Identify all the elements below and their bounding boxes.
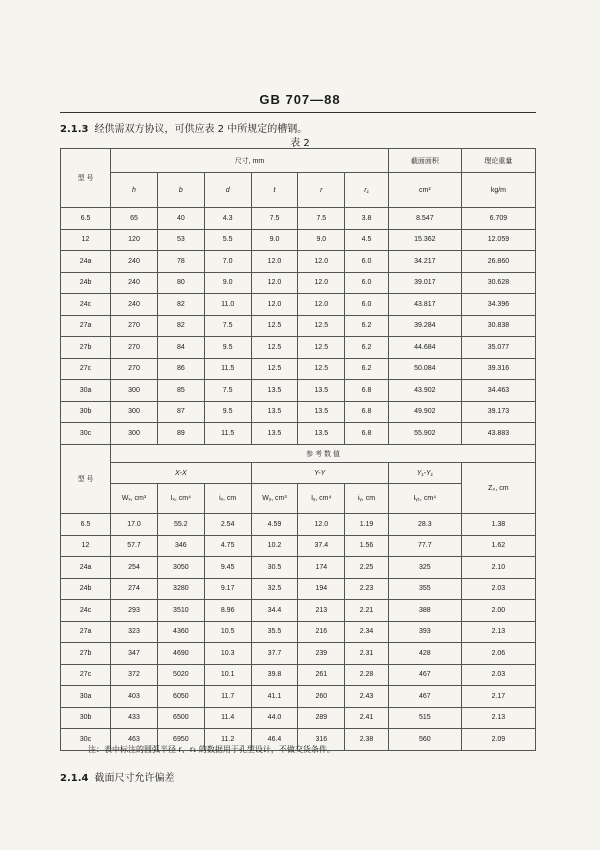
value-cell: 57.7 [111,535,158,557]
value-cell: 53 [157,229,204,251]
section-2-1-3 [60,120,307,135]
reference-values-table [60,444,536,751]
section-2-1-4 [60,769,174,784]
value-cell: 4360 [157,621,204,643]
value-cell: 43.817 [388,294,461,316]
model-cell: 12 [61,229,111,251]
value-cell: 39.8 [251,664,298,686]
value-cell: 37.7 [251,643,298,665]
value-cell: 41.1 [251,686,298,708]
dims-header: 尺寸, mm [111,149,389,173]
table-row [61,208,536,230]
model-cell: 24a [61,251,111,273]
model-cell: 30c [61,729,111,751]
table-row [61,423,536,445]
model-cell: 30b [61,707,111,729]
value-cell: 316 [298,729,345,751]
value-cell: 240 [111,294,158,316]
value-cell: 39.173 [461,401,535,423]
value-cell: 87 [157,401,204,423]
value-cell: 2.10 [461,557,535,579]
value-cell: 2.09 [461,729,535,751]
value-cell: 2.54 [204,514,251,536]
model-cell: 24b [61,272,111,294]
value-cell: 50.084 [388,358,461,380]
value-cell: 515 [388,707,461,729]
value-cell: 11.2 [204,729,251,751]
value-cell: 55.902 [388,423,461,445]
table-row [61,600,536,622]
value-cell: 2.13 [461,707,535,729]
value-cell: 4.75 [204,535,251,557]
value-cell: 467 [388,686,461,708]
model-cell: 27a [61,621,111,643]
value-cell: 2.23 [345,578,389,600]
value-cell: 40 [157,208,204,230]
table-row [61,229,536,251]
value-cell: 86 [157,358,204,380]
table-row [61,535,536,557]
value-cell: 2.13 [461,621,535,643]
value-cell: 12.5 [298,358,345,380]
ref-header: 参 考 数 值 [111,445,536,463]
value-cell: 403 [111,686,158,708]
table-title: 表 2 [290,138,310,149]
value-cell: 6.709 [461,208,535,230]
value-cell: 216 [298,621,345,643]
section-number: 2.1.3 [60,124,89,135]
value-cell: 46.4 [251,729,298,751]
value-cell: 7.5 [298,208,345,230]
value-cell: 9.0 [251,229,298,251]
value-cell: 254 [111,557,158,579]
col-iy-radius: iᵧ, cm [345,484,389,514]
table-row [61,401,536,423]
value-cell: 2.34 [345,621,389,643]
value-cell: 11.5 [204,358,251,380]
value-cell: 120 [111,229,158,251]
value-cell: 12.0 [298,272,345,294]
value-cell: 12.059 [461,229,535,251]
value-cell: 261 [298,664,345,686]
value-cell: 293 [111,600,158,622]
col-r: r [298,173,345,208]
value-cell: 8.547 [388,208,461,230]
value-cell: 240 [111,251,158,273]
table-row [61,294,536,316]
value-cell: 13.5 [251,380,298,402]
value-cell: 6.8 [345,401,389,423]
value-cell: 7.5 [204,315,251,337]
value-cell: 49.902 [388,401,461,423]
value-cell: 300 [111,401,158,423]
value-cell: 270 [111,315,158,337]
value-cell: 13.5 [298,380,345,402]
table-row [61,251,536,273]
value-cell: 1.38 [461,514,535,536]
value-cell: 4.59 [251,514,298,536]
value-cell: 270 [111,337,158,359]
value-cell: 5020 [157,664,204,686]
value-cell: 347 [111,643,158,665]
value-cell: 372 [111,664,158,686]
value-cell: 85 [157,380,204,402]
value-cell: 194 [298,578,345,600]
value-cell: 30.628 [461,272,535,294]
value-cell: 300 [111,380,158,402]
value-cell: 11.0 [204,294,251,316]
value-cell: 2.03 [461,578,535,600]
model-cell: 24c [61,600,111,622]
value-cell: 9.45 [204,557,251,579]
value-cell: 260 [298,686,345,708]
value-cell: 12.0 [251,251,298,273]
value-cell: 55.2 [157,514,204,536]
col-ix-radius: iₓ, cm [204,484,251,514]
value-cell: 2.00 [461,600,535,622]
value-cell: 89 [157,423,204,445]
value-cell: 325 [388,557,461,579]
value-cell: 34.396 [461,294,535,316]
value-cell: 7.5 [204,380,251,402]
col-b: b [157,173,204,208]
value-cell: 35.077 [461,337,535,359]
value-cell: 12.0 [298,514,345,536]
value-cell: 1.56 [345,535,389,557]
header-divider [60,112,536,113]
col-h: h [111,173,158,208]
value-cell: 2.41 [345,707,389,729]
xx-header: X-X [111,463,251,484]
value-cell: 6950 [157,729,204,751]
value-cell: 28.3 [388,514,461,536]
col-iy1: Iᵧ₁, cm⁴ [388,484,461,514]
value-cell: 3510 [157,600,204,622]
value-cell: 240 [111,272,158,294]
value-cell: 355 [388,578,461,600]
col-t: t [251,173,298,208]
model-cell: 27b [61,643,111,665]
value-cell: 84 [157,337,204,359]
value-cell: 6050 [157,686,204,708]
value-cell: 6.2 [345,337,389,359]
value-cell: 1.19 [345,514,389,536]
value-cell: 77.7 [388,535,461,557]
model-cell: 27a [61,315,111,337]
value-cell: 2.03 [461,664,535,686]
value-cell: 30.838 [461,315,535,337]
value-cell: 560 [388,729,461,751]
value-cell: 467 [388,664,461,686]
value-cell: 174 [298,557,345,579]
value-cell: 43.902 [388,380,461,402]
table-row [61,514,536,536]
value-cell: 274 [111,578,158,600]
value-cell: 44.684 [388,337,461,359]
standard-header: GB 707—88 [259,92,341,107]
value-cell: 34.4 [251,600,298,622]
table-row [61,272,536,294]
table-row [61,707,536,729]
col-wy: Wᵧ, cm³ [251,484,298,514]
col-iy-moment: Iᵧ, cm⁴ [298,484,345,514]
section-text: 截面尺寸允许偏差 [94,773,175,784]
value-cell: 6.2 [345,315,389,337]
col-ix-moment: Iₓ, cm⁴ [157,484,204,514]
value-cell: 39.316 [461,358,535,380]
area-header: 截面面积 [388,149,461,173]
value-cell: 13.5 [298,423,345,445]
z0-header: Z₀, cm [461,463,535,514]
value-cell: 9.0 [298,229,345,251]
col-d: d [204,173,251,208]
value-cell: 13.5 [251,423,298,445]
value-cell: 5.5 [204,229,251,251]
value-cell: 4.5 [345,229,389,251]
value-cell: 11.7 [204,686,251,708]
value-cell: 2.43 [345,686,389,708]
value-cell: 2.17 [461,686,535,708]
value-cell: 11.5 [204,423,251,445]
value-cell: 34.217 [388,251,461,273]
value-cell: 300 [111,423,158,445]
value-cell: 388 [388,600,461,622]
model-header-2: 型 号 [61,445,111,514]
weight-unit: kg/m [461,173,535,208]
weight-header: 理论重量 [461,149,535,173]
value-cell: 6500 [157,707,204,729]
value-cell: 7.5 [251,208,298,230]
value-cell: 32.5 [251,578,298,600]
model-cell: 30a [61,380,111,402]
value-cell: 9.5 [204,401,251,423]
value-cell: 270 [111,358,158,380]
model-cell: 27c [61,358,111,380]
value-cell: 4.3 [204,208,251,230]
table-row [61,578,536,600]
value-cell: 9.5 [204,337,251,359]
value-cell: 6.8 [345,423,389,445]
y1y1-header: Y₁-Y₁ [388,463,461,484]
model-cell: 24a [61,557,111,579]
value-cell: 213 [298,600,345,622]
value-cell: 13.5 [298,401,345,423]
value-cell: 6.8 [345,380,389,402]
value-cell: 2.21 [345,600,389,622]
value-cell: 2.31 [345,643,389,665]
value-cell: 34.463 [461,380,535,402]
value-cell: 35.5 [251,621,298,643]
model-cell: 27b [61,337,111,359]
model-cell: 30c [61,423,111,445]
value-cell: 12.0 [298,294,345,316]
value-cell: 1.62 [461,535,535,557]
model-cell: 24b [61,578,111,600]
table-row [61,358,536,380]
table-row [61,686,536,708]
value-cell: 12.5 [298,337,345,359]
value-cell: 13.5 [251,401,298,423]
value-cell: 12.5 [251,315,298,337]
value-cell: 10.5 [204,621,251,643]
model-cell: 27c [61,664,111,686]
value-cell: 2.38 [345,729,389,751]
dimensions-table [60,148,536,445]
model-cell: 12 [61,535,111,557]
value-cell: 239 [298,643,345,665]
value-cell: 3050 [157,557,204,579]
model-header: 型 号 [61,149,111,208]
table-row [61,337,536,359]
value-cell: 12.0 [298,251,345,273]
value-cell: 17.0 [111,514,158,536]
table-row [61,664,536,686]
value-cell: 12.5 [251,358,298,380]
value-cell: 3280 [157,578,204,600]
table-row [61,643,536,665]
section-text: 经供需双方协议，可供应表 2 中所规定的槽钢。 [94,124,308,135]
value-cell: 37.4 [298,535,345,557]
value-cell: 463 [111,729,158,751]
value-cell: 39.017 [388,272,461,294]
col-r1: r₁ [345,173,389,208]
value-cell: 3.8 [345,208,389,230]
value-cell: 15.362 [388,229,461,251]
value-cell: 82 [157,315,204,337]
table-row [61,380,536,402]
value-cell: 11.4 [204,707,251,729]
table-row [61,557,536,579]
model-cell: 30b [61,401,111,423]
value-cell: 2.28 [345,664,389,686]
table-row [61,621,536,643]
value-cell: 289 [298,707,345,729]
model-cell: 30a [61,686,111,708]
col-wx: Wₓ, cm³ [111,484,158,514]
value-cell: 6.0 [345,294,389,316]
value-cell: 10.3 [204,643,251,665]
value-cell: 82 [157,294,204,316]
value-cell: 43.883 [461,423,535,445]
value-cell: 6.2 [345,358,389,380]
value-cell: 30.5 [251,557,298,579]
value-cell: 80 [157,272,204,294]
value-cell: 12.0 [251,272,298,294]
value-cell: 428 [388,643,461,665]
value-cell: 433 [111,707,158,729]
table-note: 注：表中标注的圆弧半径 r、r₁ 的数据用于孔型设计，不做交货条件。 [88,745,335,754]
value-cell: 8.96 [204,600,251,622]
value-cell: 2.25 [345,557,389,579]
value-cell: 346 [157,535,204,557]
value-cell: 44.0 [251,707,298,729]
value-cell: 9.0 [204,272,251,294]
value-cell: 12.5 [298,315,345,337]
yy-header: Y-Y [251,463,388,484]
value-cell: 10.1 [204,664,251,686]
value-cell: 10.2 [251,535,298,557]
model-cell: 6.5 [61,208,111,230]
value-cell: 323 [111,621,158,643]
value-cell: 7.0 [204,251,251,273]
value-cell: 12.0 [251,294,298,316]
value-cell: 12.5 [251,337,298,359]
value-cell: 2.06 [461,643,535,665]
value-cell: 4690 [157,643,204,665]
table-row [61,315,536,337]
value-cell: 78 [157,251,204,273]
model-cell: 6.5 [61,514,111,536]
value-cell: 26.860 [461,251,535,273]
area-unit: cm² [388,173,461,208]
value-cell: 6.0 [345,272,389,294]
value-cell: 65 [111,208,158,230]
value-cell: 39.284 [388,315,461,337]
model-cell: 24c [61,294,111,316]
value-cell: 393 [388,621,461,643]
section-number: 2.1.4 [60,773,89,784]
value-cell: 9.17 [204,578,251,600]
value-cell: 6.0 [345,251,389,273]
